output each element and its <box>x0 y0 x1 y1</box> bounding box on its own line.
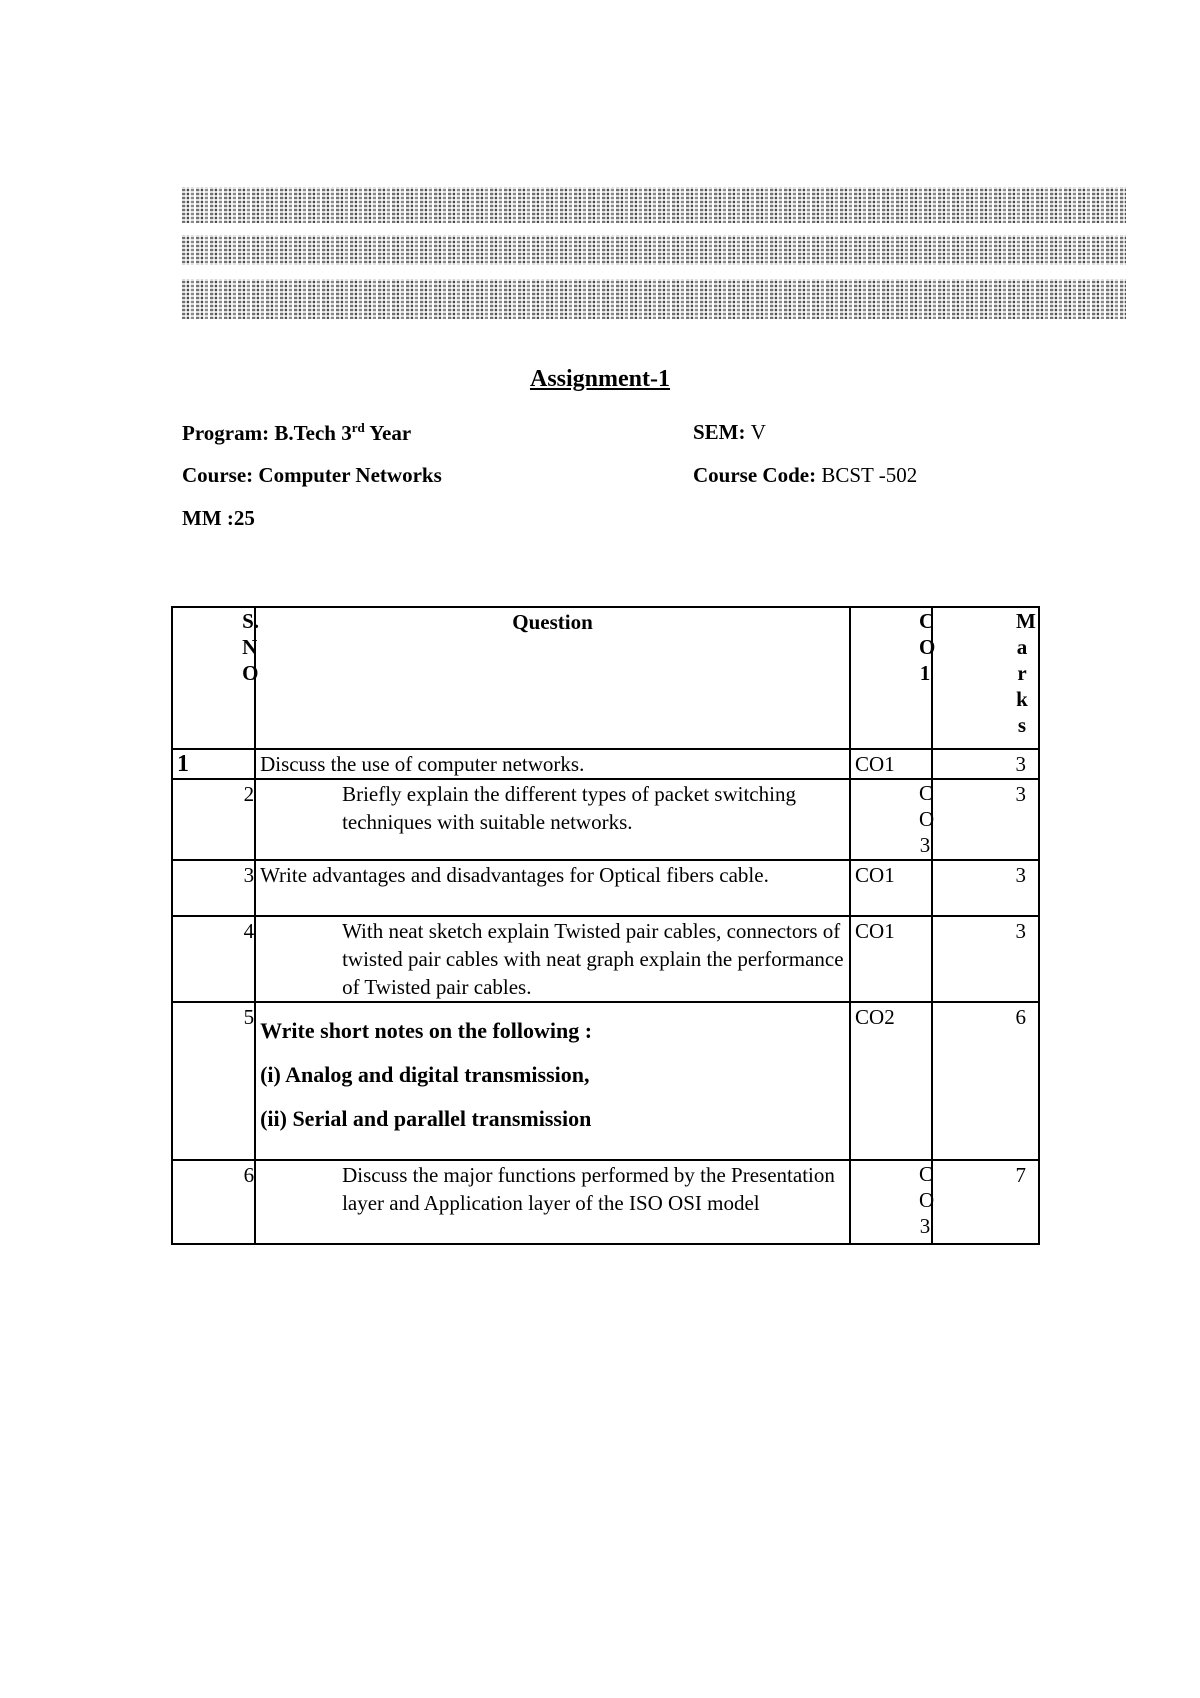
row-sno: 3 <box>172 860 255 916</box>
questions-table <box>171 606 1040 1245</box>
course-line <box>182 463 442 488</box>
row-sno: 2 <box>172 779 255 860</box>
table-header-row <box>172 607 1039 749</box>
banner-scanlines <box>182 183 1126 325</box>
program-label: Program: <box>182 421 270 445</box>
row-question: Discuss the use of computer networks. <box>255 749 850 779</box>
max-marks: MM :25 <box>182 506 255 530</box>
sem-line <box>693 420 766 445</box>
question-line: (i) Analog and digital transmission, <box>260 1062 590 1087</box>
institution-banner <box>182 183 1126 325</box>
row-question: Discuss the major functions performed by the Presentation layer and Application layer of the ISO OSI model <box>255 1160 850 1244</box>
table-row <box>172 860 1039 916</box>
table-row <box>172 1002 1039 1160</box>
row-sno: 4 <box>172 916 255 1002</box>
row-co: CO1 <box>850 916 932 1002</box>
row-marks: 7 <box>932 1160 1039 1244</box>
question-line: (ii) Serial and parallel transmission <box>260 1106 592 1131</box>
course-code-label: Course Code: <box>693 463 817 487</box>
course-label: Course: <box>182 463 254 487</box>
table-row <box>172 1160 1039 1244</box>
row-sno: 5 <box>172 1002 255 1160</box>
program-line <box>182 420 411 446</box>
table-row <box>172 916 1039 1002</box>
table-row <box>172 779 1039 860</box>
row-marks: 3 <box>932 916 1039 1002</box>
header-marks: Marks <box>932 607 1039 749</box>
row-co: CO3 <box>850 1160 932 1244</box>
row-co: CO1 <box>850 749 932 779</box>
table-row <box>172 749 1039 779</box>
row-sno: 6 <box>172 1160 255 1244</box>
row-question: Briefly explain the different types of packet switching techniques with suitable networks. <box>255 779 850 860</box>
course-code-line <box>693 463 917 488</box>
header-sno: S.NO <box>172 607 255 749</box>
row-co: CO2 <box>850 1002 932 1160</box>
header-co: CO1 <box>850 607 932 749</box>
row-question <box>255 1002 850 1160</box>
sem-label: SEM: <box>693 420 746 444</box>
row-question: With neat sketch explain Twisted pair cables, connectors of twisted pair cables with neat graph explain the performance of Twisted pair cables. <box>255 916 850 1002</box>
header-question: Question <box>255 607 850 749</box>
page-title: Assignment-1 <box>529 366 670 392</box>
course-value: Computer Networks <box>258 463 442 487</box>
row-marks: 6 <box>932 1002 1039 1160</box>
question-line: Write short notes on the following : <box>260 1018 593 1043</box>
row-marks: 3 <box>932 860 1039 916</box>
row-marks: 3 <box>932 749 1039 779</box>
row-marks: 3 <box>932 779 1039 860</box>
row-co: CO1 <box>850 860 932 916</box>
row-question: Write advantages and disadvantages for Optical fibers cable. <box>255 860 850 916</box>
course-code-value: BCST -502 <box>821 463 918 487</box>
program-value: B.Tech 3rd Year <box>274 420 412 445</box>
row-sno: 1 <box>172 749 255 779</box>
sem-value: V <box>750 420 766 444</box>
row-co: CO3 <box>850 779 932 860</box>
